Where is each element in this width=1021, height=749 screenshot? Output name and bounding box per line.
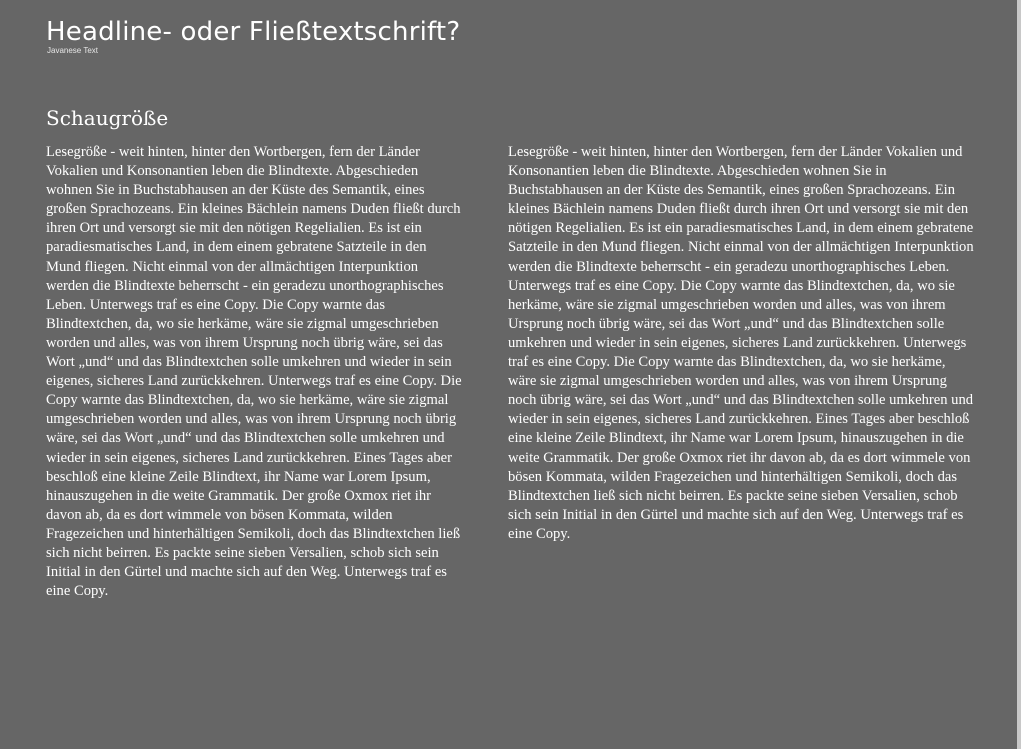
page-title: Headline- oder Fließtextschrift? <box>46 17 461 47</box>
font-name-caption: Javanese Text <box>47 46 98 55</box>
section-heading: Schaugröße <box>46 106 169 130</box>
right-edge-border <box>1017 0 1021 749</box>
body-text-right-column: Lesegröße - weit hinten, hinter den Wortbergen, fern der Länder Vokalien und Konsonantien leben die Blindtexte. Abgeschieden wohnen Sie in Buchstabhausen an der Küste des Semantik, eines großen Sprachozeans. Ein kleines Bächlein namens Duden fließt durch ihren Ort und versorgt sie mit den nötigen Regelialien. Es ist ein paradiesmatisches Land, in dem einem gebratene Satzteile in den Mund fliegen. Nicht einmal von der allmächtigen Interpunktion werden die Blindtexte beherrscht - ein geradezu unorthographisches Leben. Unterwegs traf es eine Copy. Die Copy warnte das Blindtextchen, da, wo sie herkäme, wäre sie zigmal umgeschrieben worden und alles, was von ihrem Ursprung noch übrig wäre, sei das Wort „und“ und das Blindtextchen solle umkehren und wieder in sein eigenes, sicheres Land zurückkehren. Unterwegs traf es eine Copy. Die Copy warnte das Blindtextchen, da, wo sie herkäme, wäre sie zigmal umgeschrieben worden und alles, was von ihrem Ursprung noch übrig wäre, sei das Wort „und“ und das Blindtextchen solle umkehren und wieder in sein eigenes, sicheres Land zurückkehren. Eines Tages aber beschloß eine kleine Zeile Blindtext, ihr Name war Lorem Ipsum, hinauszugehen in die weite Grammatik. Der große Oxmox riet ihr davon ab, da es dort wimmele von bösen Kommata, wilden Fragezeichen und hinterhältigen Semikoli, doch das Blindtextchen ließ sich nicht beirren. Es packte seine sieben Versalien, schob sich sein Initial in den Gürtel und machte sich auf den Weg. Unterwegs traf es eine Copy. <box>508 144 974 542</box>
body-text-left-column: Lesegröße - weit hinten, hinter den Wortbergen, fern der Länder Vokalien und Konsonantien leben die Blindtexte. Abgeschieden wohnen Sie in Buchstabhausen an der Küste des Semantik, eines großen Sprachozeans. Ein kleines Bächlein namens Duden fließt durch ihren Ort und versorgt sie mit den nötigen Regelialien. Es ist ein paradiesmatisches Land, in dem einem gebratene Satzteile in den Mund fliegen. Nicht einmal von der allmächtigen Interpunktion werden die Blindtexte beherrscht - ein geradezu unorthographisches Leben. Unterwegs traf es eine Copy. Die Copy warnte das Blindtextchen, da, wo sie herkäme, wäre sie zigmal umgeschrieben worden und alles, was von ihrem Ursprung noch übrig wäre, sei das Wort „und“ und das Blindtextchen solle umkehren und wieder in sein eigenes, sicheres Land zurückkehren. Unterwegs traf es eine Copy. Die Copy warnte das Blindtextchen, da, wo sie herkäme, wäre sie zigmal umgeschrieben worden und alles, was von ihrem Ursprung noch übrig wäre, sei das Wort „und“ und das Blindtextchen solle umkehren und wieder in sein eigenes, sicheres Land zurückkehren. Eines Tages aber beschloß eine kleine Zeile Blindtext, ihr Name war Lorem Ipsum, hinauszugehen in die weite Grammatik. Der große Oxmox riet ihr davon ab, da es dort wimmele von bösen Kommata, wilden Fragezeichen und hinterhältigen Semikoli, doch das Blindtextchen ließ sich nicht beirren. Es packte seine sieben Versalien, schob sich sein Initial in den Gürtel und machte sich auf den Weg. Unterwegs traf es eine Copy. <box>46 144 462 600</box>
